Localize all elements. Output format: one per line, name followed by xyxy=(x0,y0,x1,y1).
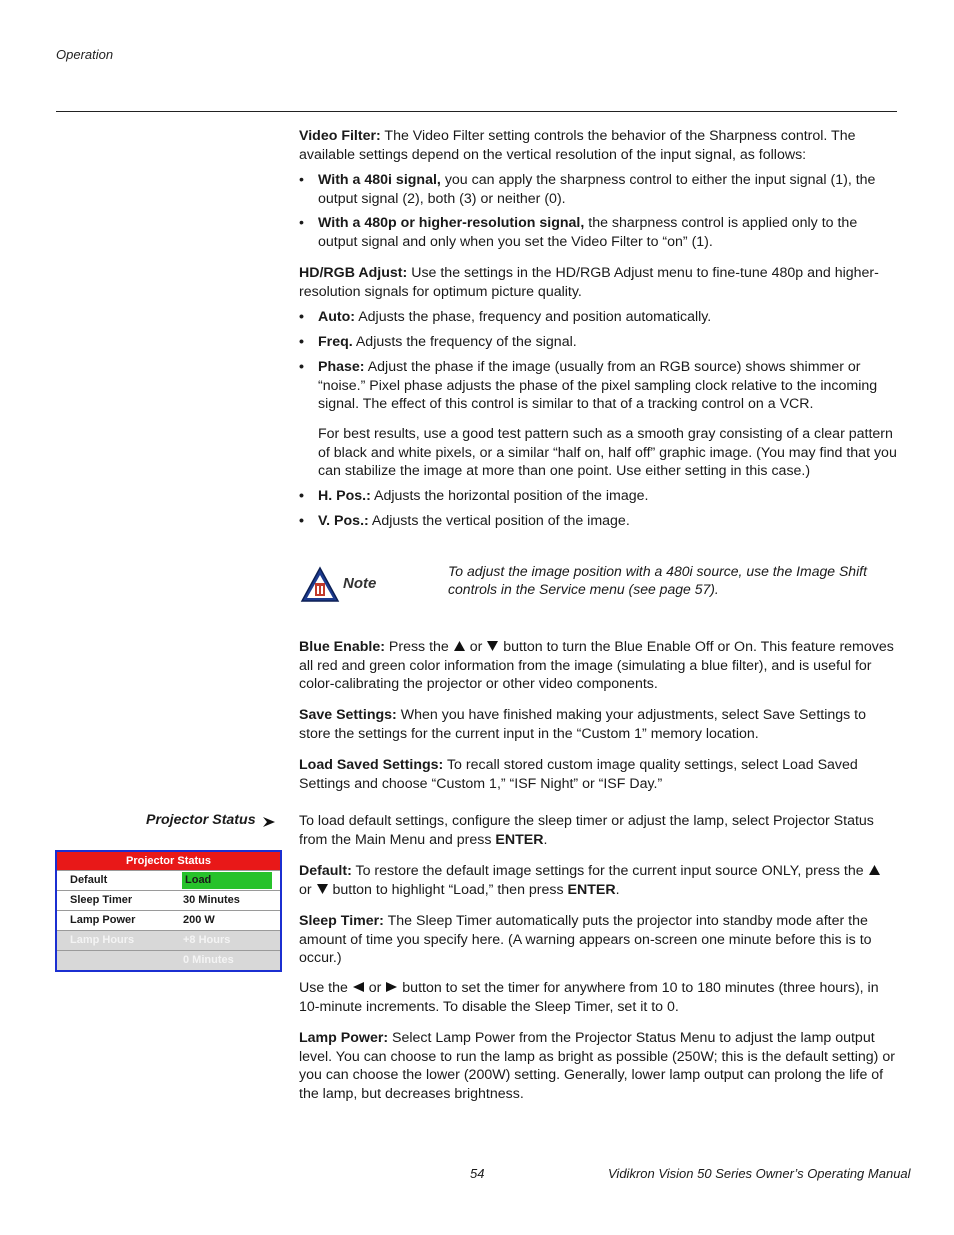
up-arrow-icon xyxy=(453,640,466,652)
hdrgb-label: HD/RGB Adjust: xyxy=(299,265,408,281)
menu-title: Projector Status xyxy=(57,852,280,870)
menu-row-lamp-power[interactable]: Lamp Power 200 W xyxy=(57,910,280,930)
sleep-timer-paragraph: Sleep Timer: The Sleep Timer automatically puts the projector into standby mode after the amount of time you specify here. (A warning appears on-screen one minute before this is to occur.) xyxy=(299,913,872,967)
arrowhead-icon xyxy=(262,815,276,829)
list-item: • With a 480p or higher-resolution signal, the sharpness control is applied only to the output signal and only when you set the Video Filter to “on” (1). xyxy=(299,215,858,250)
down-arrow-icon xyxy=(486,640,499,652)
load-saved-label: Load Saved Settings: xyxy=(299,757,444,773)
menu-row-lamp-minutes: 0 Minutes xyxy=(57,950,280,970)
blue-enable-label: Blue Enable: xyxy=(299,639,385,655)
default-label: Default: xyxy=(299,863,352,879)
up-arrow-icon xyxy=(868,864,881,876)
phase-extra-paragraph: For best results, use a good test pattern such as a smooth gray consisting of a clear pattern of black and white pixels, or a similar “half on, half off” graphic image. (You may find that you can stabilize the image at more than one point. Use either setting in this case.) xyxy=(318,426,897,480)
hdrgb-paragraph: HD/RGB Adjust: Use the settings in the HD/RGB Adjust menu to fine-tune 480p and higher-resolution signals for optimum picture quality. xyxy=(299,265,879,300)
video-filter-label: Video Filter: xyxy=(299,128,381,144)
default-paragraph: Default: To restore the default image settings for the current input source ONLY, press the or button to highlight “Load,” then press ENTER. xyxy=(299,862,899,899)
running-header: Operation xyxy=(56,47,114,62)
list-item: • H. Pos.: Adjusts the horizontal position of the image. xyxy=(299,488,649,504)
blue-enable-paragraph: Blue Enable: Press the or button to turn the Blue Enable Off or On. This feature removes all red and green color information from the image (simulating a blue filter), and is useful for color-calibrating the projector or other video components. xyxy=(299,639,894,693)
note-label: Note xyxy=(343,575,377,592)
load-saved-paragraph: Load Saved Settings: To recall stored custom image quality settings, select Load Saved Settings and choose “Custom 1,” “ISF Night” or “ISF Day.” xyxy=(299,757,858,792)
projector-status-heading: Projector Status xyxy=(146,812,256,828)
page-number: 54 xyxy=(470,1166,485,1181)
down-arrow-icon xyxy=(316,883,329,895)
load-button[interactable]: Load xyxy=(182,872,272,889)
list-item: • Phase: Adjust the phase if the image (usually from an RGB source) shows shimmer or “noise.” Pixel phase adjusts the phase of the pixel sampling clock relative to the incoming signal. The effect of this control is similar to that of a tracking control on a VCR. xyxy=(299,359,878,413)
sleep-timer-usage-paragraph: Use the or button to set the timer for anywhere from 10 to 180 minutes (three hours), in 10-minute increments. To disable the Sleep Timer, set it to 0. xyxy=(299,980,879,1015)
list-item: • Freq. Adjusts the frequency of the signal. xyxy=(299,334,577,350)
right-arrow-icon xyxy=(385,981,398,993)
projector-status-menu xyxy=(55,850,282,972)
menu-row-default[interactable]: Default Load xyxy=(57,870,280,890)
sleep-timer-label: Sleep Timer: xyxy=(299,913,384,929)
save-settings-label: Save Settings: xyxy=(299,707,397,723)
note-warning-icon xyxy=(300,566,340,603)
list-item: • With a 480i signal, you can apply the sharpness control to either the input signal (1), the output signal (2), both (3) or neither (0). xyxy=(299,172,876,207)
save-settings-paragraph: Save Settings: When you have finished making your adjustments, select Save Settings to store the settings for the current input in the “Custom 1” memory location. xyxy=(299,707,867,742)
lamp-power-label: Lamp Power: xyxy=(299,1030,389,1046)
footer-title: Vidikron Vision 50 Series Owner’s Operating Manual xyxy=(608,1166,911,1181)
video-filter-paragraph: Video Filter: The Video Filter setting controls the behavior of the Sharpness control. The available settings depend on the vertical resolution of the input signal, as follows: xyxy=(299,128,856,163)
left-arrow-icon xyxy=(352,981,365,993)
projector-status-intro: To load default settings, configure the sleep timer or adjust the lamp, select Projector Status from the Main Menu and press ENTER. xyxy=(299,813,874,848)
menu-row-sleep-timer[interactable]: Sleep Timer 30 Minutes xyxy=(57,890,280,910)
header-rule xyxy=(56,111,897,112)
list-item: • Auto: Adjusts the phase, frequency and position automatically. xyxy=(299,309,712,325)
list-item: • V. Pos.: Adjusts the vertical position of the image. xyxy=(299,513,630,529)
menu-row-lamp-hours: Lamp Hours +8 Hours xyxy=(57,930,280,950)
lamp-power-paragraph: Lamp Power: Select Lamp Power from the Projector Status Menu to adjust the lamp output level. You can choose to run the lamp as bright as possible (250W; this is the default setting) or you can choose the lower (200W) setting. Generally, lower lamp output can prolong the life of the lamp, but decreases brightness. xyxy=(299,1030,895,1103)
note-text: To adjust the image position with a 480i source, use the Image Shift controls in the Service menu (see page 57). xyxy=(448,563,867,598)
